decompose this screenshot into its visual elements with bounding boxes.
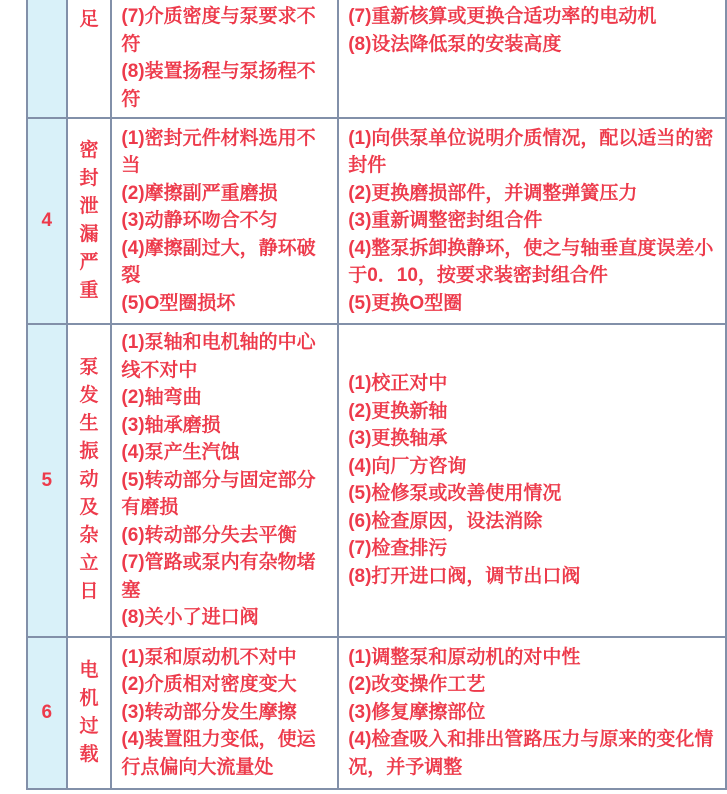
row-number-cell — [27, 0, 67, 118]
remedies-cell — [338, 118, 726, 324]
remedy-item: (2)改变操作工艺 — [348, 674, 486, 696]
cause-item: (2)介质相对密度变大 — [121, 674, 297, 696]
fault-name-label: 足 — [79, 9, 99, 30]
cause-item: (1)密封元件材料选用不当 — [121, 127, 316, 177]
cause-item: (3)动静环吻合不匀 — [121, 210, 278, 232]
row-number-cell: 6 — [27, 637, 67, 789]
remedy-item: (1)调整泵和原动机的对中性 — [348, 646, 581, 668]
remedies-cell — [338, 637, 726, 789]
causes-cell — [111, 637, 338, 789]
fault-name-cell — [67, 0, 112, 118]
fault-name-cell — [67, 324, 112, 637]
remedy-item: (1)校正对中 — [348, 373, 448, 395]
cause-item: (8)装置扬程与泵扬程不符 — [121, 61, 316, 110]
cause-item: (4)摩擦副过大，静环破裂 — [121, 237, 316, 287]
causes-cell — [111, 0, 338, 118]
remedy-item: (3)重新调整密封组合件 — [348, 210, 543, 232]
remedy-item: (5)检修泵或改善使用情况 — [348, 483, 562, 505]
table-row — [27, 637, 726, 789]
cause-item: (1)泵和原动机不对中 — [121, 646, 297, 668]
cause-item: (7)介质密度与泵要求不符 — [121, 6, 316, 55]
remedy-item: (4)整泵拆卸换静环，使之与轴垂直度误差小于0．10，按要求装密封组合件 — [348, 237, 714, 287]
table-row — [27, 118, 726, 324]
remedy-item: (5)更换O型圈 — [348, 292, 463, 314]
remedy-item: (7)检查排污 — [348, 538, 448, 560]
remedy-item: (3)修复摩擦部位 — [348, 701, 486, 723]
cause-item: (4)装置阻力变低，使运行点偏向大流量处 — [121, 729, 316, 778]
remedy-item: (7)重新核算或更换合适功率的电动机 — [348, 6, 657, 27]
cause-item: (1)泵轴和电机轴的中心线不对中 — [121, 332, 316, 381]
remedy-item: (8)设法降低泵的安装高度 — [348, 33, 562, 55]
pump-fault-table — [26, 0, 727, 790]
cause-item: (3)轴承磨损 — [121, 414, 221, 436]
remedy-item: (4)检查吸入和排出管路压力与原来的变化情况，并予调整 — [348, 729, 714, 778]
causes-cell — [111, 324, 338, 637]
row-number-cell: 4 — [27, 118, 67, 324]
remedy-item: (2)更换磨损部件，并调整弹簧压力 — [348, 182, 638, 204]
cause-item: (5)转动部分与固定部分有磨损 — [121, 469, 316, 518]
cause-item: (2)轴弯曲 — [121, 387, 202, 408]
cause-item: (8)关小了进口阀 — [121, 607, 259, 628]
cause-item: (2)摩擦副严重磨损 — [121, 182, 278, 204]
row-number-cell: 5 — [27, 324, 67, 637]
remedies-cell — [338, 324, 726, 637]
remedy-item: (4)向厂方咨询 — [348, 455, 467, 477]
remedy-item: (8)打开进口阀，调节出口阀 — [348, 565, 581, 587]
fault-name-label: 泵发生振动及杂立日 — [79, 357, 99, 603]
cause-item: (6)转动部分失去平衡 — [121, 524, 297, 546]
table-row — [27, 0, 726, 118]
remedies-cell — [338, 0, 726, 118]
fault-name-cell — [67, 118, 112, 324]
cause-item: (4)泵产生汽蚀 — [121, 442, 240, 463]
remedy-item: (3)更换轴承 — [348, 428, 448, 450]
remedy-item: (6)检查原因，设法消除 — [348, 510, 543, 532]
remedy-item: (2)更换新轴 — [348, 400, 448, 422]
cause-item: (3)转动部分发生摩擦 — [121, 701, 297, 723]
fault-name-label: 电机过载 — [79, 659, 99, 765]
remedy-item: (1)向供泵单位说明介质情况，配以适当的密封件 — [348, 127, 714, 177]
fault-name-label: 密封泄漏严重 — [79, 140, 99, 301]
cause-item: (5)O型圈损坏 — [121, 292, 236, 314]
cause-item: (7)管路或泵内有杂物堵塞 — [121, 552, 316, 601]
table-row — [27, 324, 726, 637]
fault-name-cell — [67, 637, 112, 789]
causes-cell — [111, 118, 338, 324]
